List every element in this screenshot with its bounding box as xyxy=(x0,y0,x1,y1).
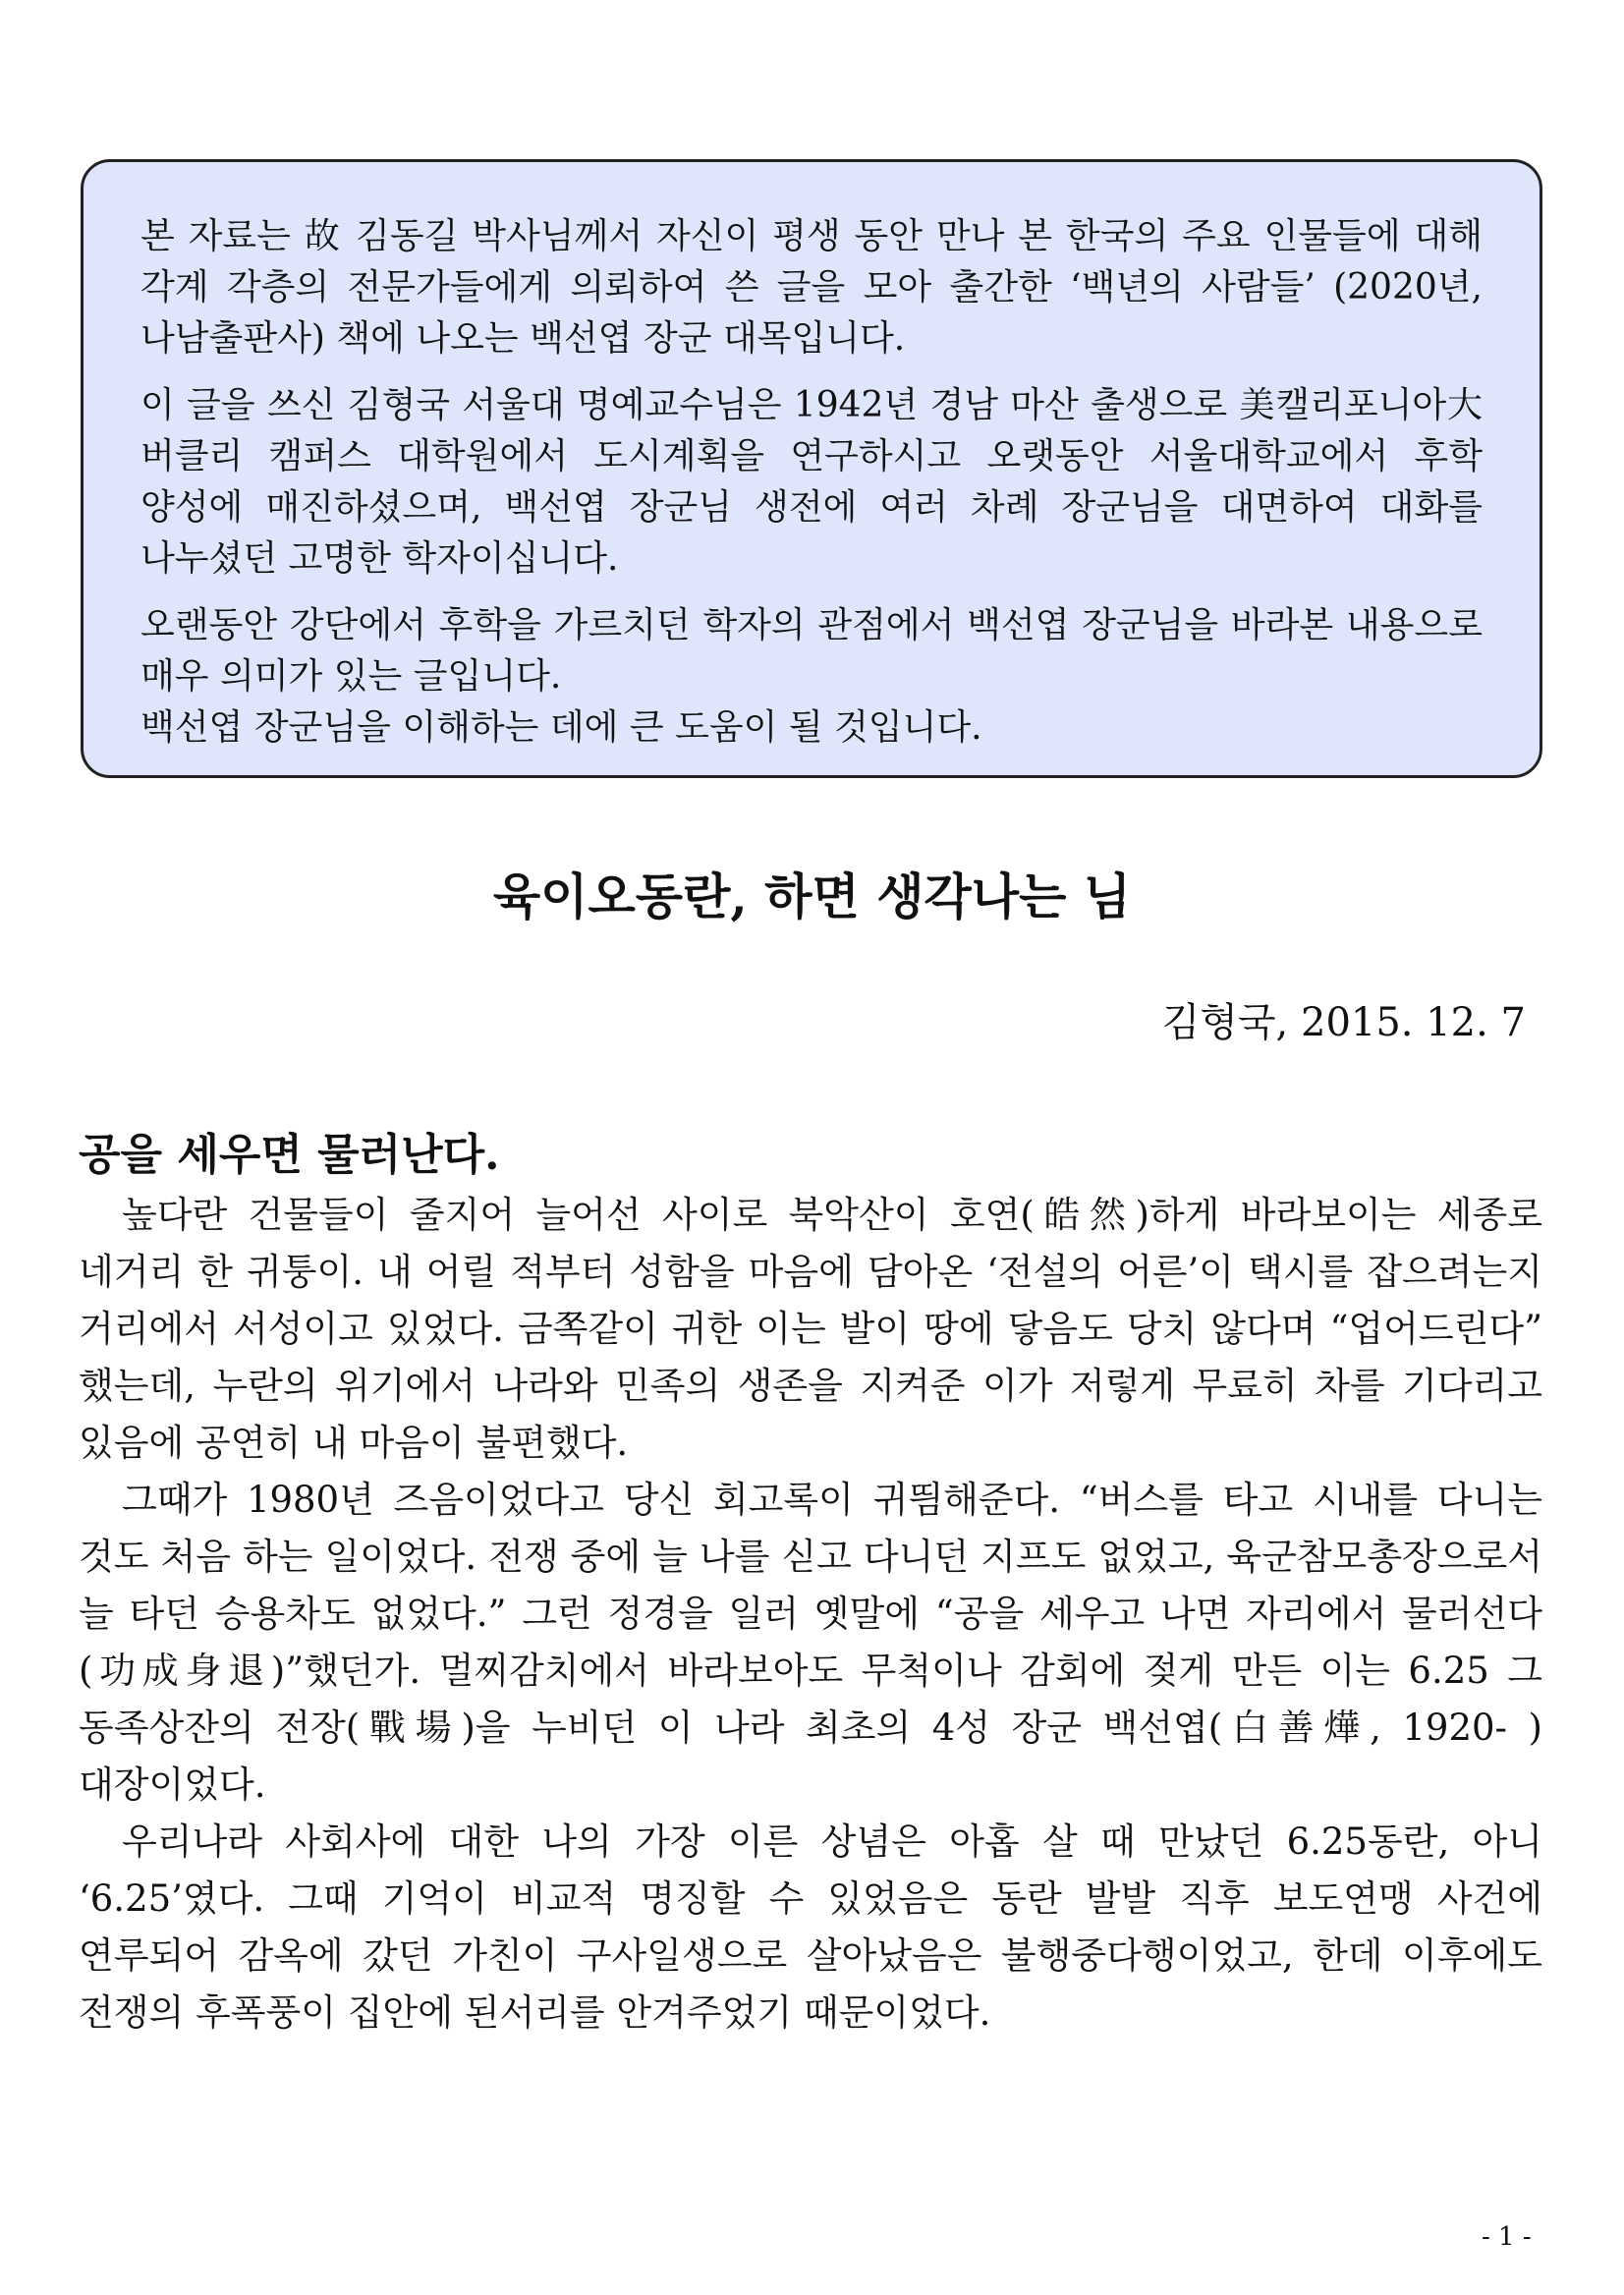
article-title: 육이오동란, 하면 생각나는 님 xyxy=(492,868,1132,925)
intro-box xyxy=(81,159,1542,778)
page-number: - 1 - xyxy=(1482,2222,1532,2252)
body-paragraph: 높다란 건물들이 줄지어 늘어선 사이로 북악산이 호연(皓然)하게 바라보이는 세종로 네거리 한 귀퉁이. 내 어릴 적부터 성함을 마음에 담아온 ‘전설의 어른’이 택시를 잡으려는지 거리에서 서성이고 있었다. 금쪽같이 귀한 이는 발이 땅에 닿음도 당치 않다며 “업어드린다” 했는데, 누란의 위기에서 나라와 민족의 생존을 지켜준 이가 저렇게 무료히 차를 기다리고 있음에 공연히 내 마음이 불편했다. xyxy=(79,1194,1542,1464)
intro-paragraph-perspective: 오랜동안 강단에서 후학을 가르치던 학자의 관점에서 백선엽 장군님을 바라본 내용으로 매우 의미가 있는 글입니다. xyxy=(140,605,1483,697)
body-paragraph: 우리나라 사회사에 대한 나의 가장 이른 상념은 아홉 살 때 만났던 6.25동란, 아니 ‘6.25’였다. 그때 기억이 비교적 명징할 수 있었음은 동란 발발 직후 보도연맹 사건에 연루되어 감옥에 갔던 가친이 구사일생으로 살아났음은 불행중다행이었고, 한데 이후에도 전쟁의 후폭풍이 집안에 된서리를 안겨주었기 때문이었다. xyxy=(79,1820,1542,2034)
intro-paragraph-closing: 백선엽 장군님을 이해하는 데에 큰 도움이 될 것입니다. xyxy=(140,707,982,748)
article-byline: 김형국, 2015. 12. 7 xyxy=(1161,1000,1526,1045)
section-heading: 공을 세우면 물러난다. xyxy=(79,1130,500,1180)
intro-paragraph-author: 이 글을 쓰신 김형국 서울대 명예교수님은 1942년 경남 마산 출생으로 美캘리포니아大 버클리 캠퍼스 대학원에서 도시계획을 연구하시고 오랫동안 서울대학교에서 후학 양성에 매진하셨으며, 백선엽 장군님 생전에 여러 차례 장군님을 대면하여 대화를 나누셨던 고명한 학자이십니다. xyxy=(140,385,1483,579)
article-body xyxy=(79,1187,1542,2042)
intro-paragraph-source: 본 자료는 故 김동길 박사님께서 자신이 평생 동안 만나 본 한국의 주요 인물들에 대해 각계 각층의 전문가들에게 의뢰하여 쓴 글을 모아 출간한 ‘백년의 사람들’ (2020년, 나남출판사) 책에 나오는 백선엽 장군 대목입니다. xyxy=(140,216,1483,359)
body-paragraph: 그때가 1980년 즈음이었다고 당신 회고록이 귀띔해준다. “버스를 타고 시내를 다니는 것도 처음 하는 일이었다. 전쟁 중에 늘 나를 싣고 다니던 지프도 없었고, 육군참모총장으로서 늘 타던 승용차도 없었다.” 그런 정경을 일러 옛말에 “공을 세우고 나면 자리에서 물러선다(功成身退)”했던가. 멀찌감치에서 바라보아도 무척이나 감회에 젖게 만든 이는 6.25 그 동족상잔의 전장(戰場)을 누비던 이 나라 최초의 4성 장군 백선엽(白善燁, 1920- )대장이었다. xyxy=(79,1479,1542,1806)
